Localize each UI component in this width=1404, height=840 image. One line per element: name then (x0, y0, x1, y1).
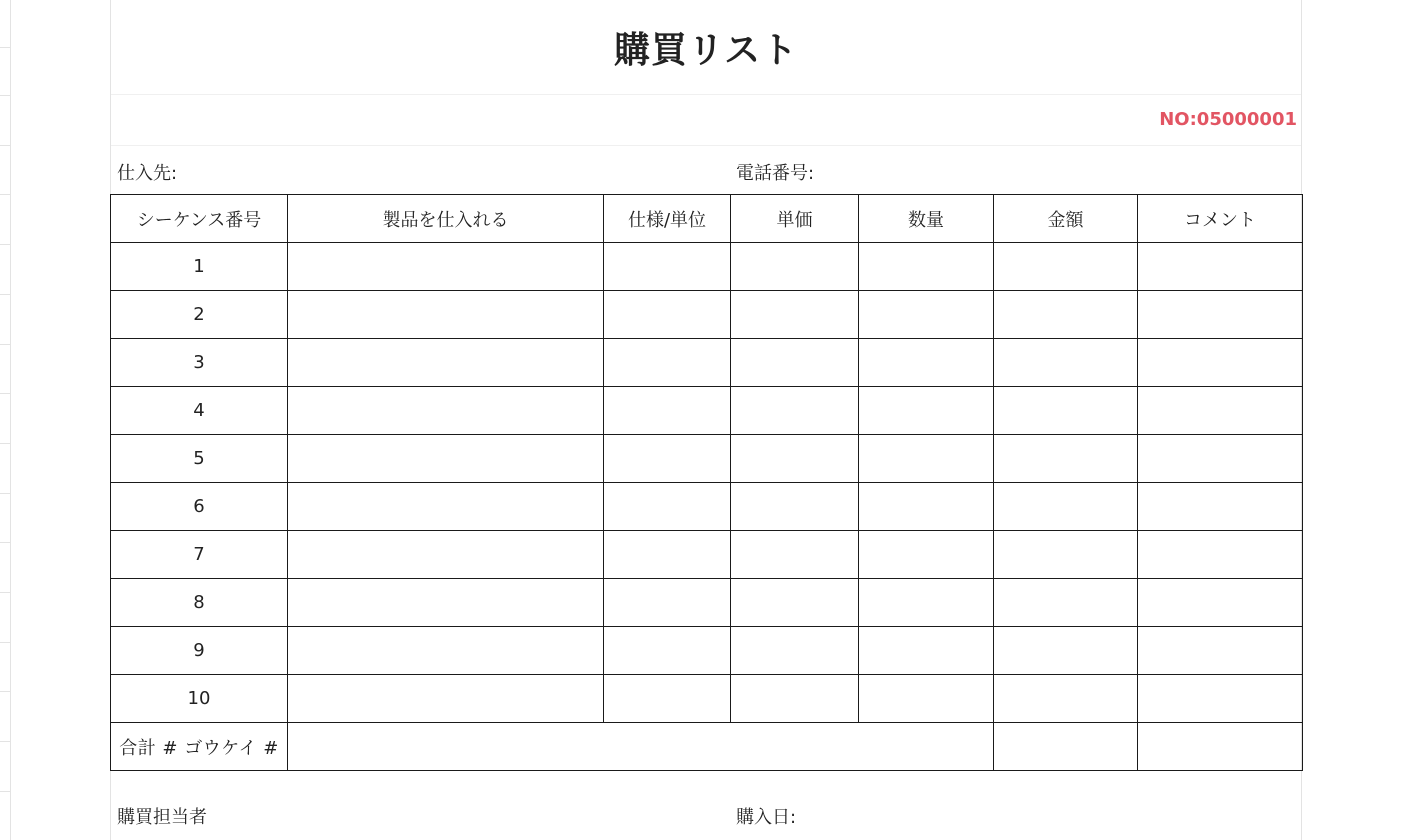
total-merged-cell[interactable] (288, 723, 994, 771)
supplier-label: 仕入先: (117, 163, 178, 184)
sequence-cell[interactable]: 5 (111, 435, 288, 483)
table-row (111, 387, 1303, 435)
product-cell[interactable] (288, 531, 604, 579)
amount-cell[interactable] (994, 387, 1138, 435)
purchase-table (110, 194, 1303, 771)
footer-row[interactable] (111, 792, 1301, 840)
total-amount-cell[interactable] (994, 723, 1138, 771)
quantity-cell[interactable] (859, 435, 994, 483)
product-cell[interactable] (288, 435, 604, 483)
total-comment-cell[interactable] (1138, 723, 1303, 771)
quantity-cell[interactable] (859, 531, 994, 579)
unit-price-cell[interactable] (731, 483, 859, 531)
product-cell[interactable] (288, 483, 604, 531)
header-amount[interactable]: 金額 (994, 195, 1138, 243)
product-cell[interactable] (288, 339, 604, 387)
spec-cell[interactable] (604, 387, 731, 435)
purchase-date-label: 購入日: (736, 807, 797, 828)
product-cell[interactable] (288, 627, 604, 675)
product-cell[interactable] (288, 291, 604, 339)
header-comment[interactable]: コメント (1138, 195, 1303, 243)
sequence-cell[interactable]: 1 (111, 243, 288, 291)
phone-label: 電話番号: (736, 163, 815, 184)
table-row (111, 243, 1303, 291)
unit-price-cell[interactable] (731, 339, 859, 387)
unit-price-cell[interactable] (731, 291, 859, 339)
total-row (111, 723, 1303, 771)
spec-cell[interactable] (604, 579, 731, 627)
table-row (111, 339, 1303, 387)
spec-cell[interactable] (604, 339, 731, 387)
sequence-cell[interactable]: 10 (111, 675, 288, 723)
header-spec-unit[interactable]: 仕様/単位 (604, 195, 731, 243)
spec-cell[interactable] (604, 531, 731, 579)
comment-cell[interactable] (1138, 531, 1303, 579)
comment-cell[interactable] (1138, 291, 1303, 339)
sequence-cell[interactable]: 3 (111, 339, 288, 387)
table-row (111, 675, 1303, 723)
quantity-cell[interactable] (859, 483, 994, 531)
table-row (111, 579, 1303, 627)
quantity-cell[interactable] (859, 387, 994, 435)
table-row (111, 483, 1303, 531)
amount-cell[interactable] (994, 531, 1138, 579)
header-sequence-number[interactable]: シーケンス番号 (111, 195, 288, 243)
unit-price-cell[interactable] (731, 243, 859, 291)
product-cell[interactable] (288, 243, 604, 291)
spec-cell[interactable] (604, 483, 731, 531)
amount-cell[interactable] (994, 483, 1138, 531)
spec-cell[interactable] (604, 675, 731, 723)
comment-cell[interactable] (1138, 675, 1303, 723)
comment-cell[interactable] (1138, 579, 1303, 627)
amount-cell[interactable] (994, 243, 1138, 291)
sequence-cell[interactable]: 8 (111, 579, 288, 627)
sequence-cell[interactable]: 9 (111, 627, 288, 675)
supplier-row[interactable] (111, 146, 1301, 194)
table-row (111, 291, 1303, 339)
unit-price-cell[interactable] (731, 435, 859, 483)
spec-cell[interactable] (604, 435, 731, 483)
table-row (111, 435, 1303, 483)
number-row[interactable] (111, 95, 1301, 146)
header-product[interactable]: 製品を仕入れる (288, 195, 604, 243)
quantity-cell[interactable] (859, 291, 994, 339)
unit-price-cell[interactable] (731, 531, 859, 579)
amount-cell[interactable] (994, 339, 1138, 387)
quantity-cell[interactable] (859, 339, 994, 387)
quantity-cell[interactable] (859, 627, 994, 675)
amount-cell[interactable] (994, 435, 1138, 483)
amount-cell[interactable] (994, 291, 1138, 339)
quantity-cell[interactable] (859, 579, 994, 627)
table-header-row (111, 195, 1303, 243)
comment-cell[interactable] (1138, 339, 1303, 387)
sequence-cell[interactable]: 6 (111, 483, 288, 531)
comment-cell[interactable] (1138, 243, 1303, 291)
table-row (111, 531, 1303, 579)
title-row[interactable] (111, 0, 1301, 95)
total-label[interactable]: 合計 # ゴウケイ # (111, 723, 288, 771)
spec-cell[interactable] (604, 243, 731, 291)
sequence-cell[interactable]: 2 (111, 291, 288, 339)
product-cell[interactable] (288, 387, 604, 435)
spec-cell[interactable] (604, 627, 731, 675)
quantity-cell[interactable] (859, 675, 994, 723)
sequence-cell[interactable]: 4 (111, 387, 288, 435)
product-cell[interactable] (288, 675, 604, 723)
amount-cell[interactable] (994, 627, 1138, 675)
spec-cell[interactable] (604, 291, 731, 339)
comment-cell[interactable] (1138, 435, 1303, 483)
comment-cell[interactable] (1138, 627, 1303, 675)
amount-cell[interactable] (994, 579, 1138, 627)
unit-price-cell[interactable] (731, 627, 859, 675)
amount-cell[interactable] (994, 675, 1138, 723)
header-unit-price[interactable]: 単価 (731, 195, 859, 243)
unit-price-cell[interactable] (731, 675, 859, 723)
comment-cell[interactable] (1138, 483, 1303, 531)
document-title: 購買リスト (613, 29, 799, 71)
quantity-cell[interactable] (859, 243, 994, 291)
comment-cell[interactable] (1138, 387, 1303, 435)
sequence-cell[interactable]: 7 (111, 531, 288, 579)
document-number: NO:05000001 (1159, 109, 1297, 130)
header-quantity[interactable]: 数量 (859, 195, 994, 243)
unit-price-cell[interactable] (731, 387, 859, 435)
buyer-label: 購買担当者 (117, 807, 207, 828)
table-row (111, 627, 1303, 675)
unit-price-cell[interactable] (731, 579, 859, 627)
product-cell[interactable] (288, 579, 604, 627)
